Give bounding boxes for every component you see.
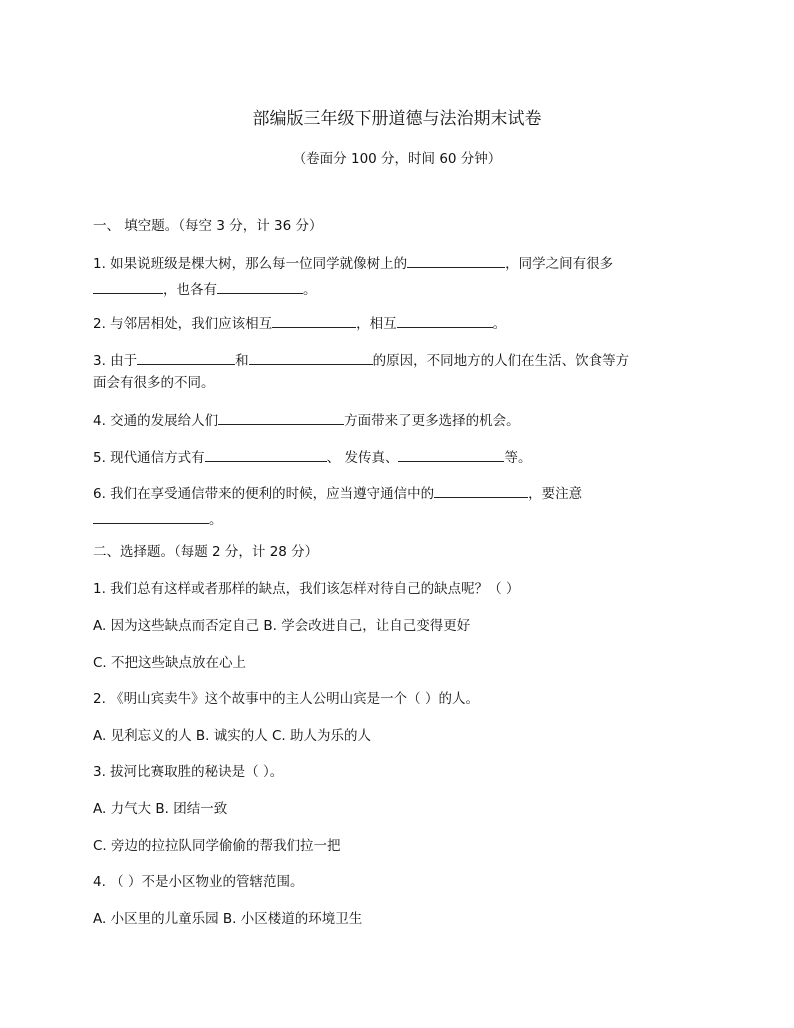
question-text: 的原因，不同地方的人们在生活、饮食等方 <box>372 353 630 369</box>
question-text: ，同学之间有很多 <box>505 256 614 272</box>
answer-blank[interactable] <box>434 482 528 498</box>
exam-subtitle: （卷面分 100 分，时间 60 分钟） <box>292 151 502 167</box>
question-2-3-stem: 3. 拔河比赛取胜的秘诀是（ ）。 <box>93 764 284 780</box>
question-1-3-line1 <box>93 349 629 371</box>
answer-blank[interactable] <box>218 409 344 425</box>
answer-blank[interactable] <box>249 349 373 365</box>
question-text: ，要注意 <box>528 486 583 502</box>
question-text: ，相互 <box>356 316 397 332</box>
answer-blank[interactable] <box>93 508 209 524</box>
question-2-3-options-ab[interactable]: A. 力气大 B. 团结一致 <box>93 801 228 817</box>
question-1-1-line1 <box>93 252 613 274</box>
question-text: 方面带来了更多选择的机会。 <box>344 413 520 429</box>
question-1-2 <box>93 312 506 334</box>
question-text: 4. 交通的发展给人们 <box>93 413 219 429</box>
question-2-2-stem: 2. 《明山宾卖牛》这个故事中的主人公明山宾是一个（ ）的人。 <box>93 691 479 707</box>
question-2-4-options[interactable]: A. 小区里的儿童乐园 B. 小区楼道的环境卫生 <box>93 911 363 927</box>
answer-blank[interactable] <box>407 252 505 268</box>
question-text: 1. 如果说班级是棵大树，那么每一位同学就像树上的 <box>93 256 408 272</box>
question-1-4 <box>93 409 520 431</box>
answer-blank[interactable] <box>398 446 504 462</box>
question-text: 和 <box>235 353 249 369</box>
question-2-1-option-c[interactable]: C. 不把这些缺点放在心上 <box>93 655 247 671</box>
answer-blank[interactable] <box>397 312 493 328</box>
question-text: 6. 我们在享受通信带来的便利的时候，应当遵守通信中的 <box>93 486 435 502</box>
question-2-2-options[interactable]: A. 见利忘义的人 B. 诚实的人 C. 助人为乐的人 <box>93 728 372 744</box>
section-heading-fill-in: 一、 填空题。（每空 3 分，计 36 分） <box>93 218 323 234</box>
answer-blank[interactable] <box>93 278 163 294</box>
question-text: 5. 现代通信方式有 <box>93 450 205 466</box>
question-1-5 <box>93 446 531 468</box>
question-text: 2. 与邻居相处，我们应该相互 <box>93 316 273 332</box>
question-1-6-line2 <box>93 508 223 530</box>
question-2-3-option-c[interactable]: C. 旁边的拉拉队同学偷偷的帮我们拉一把 <box>93 838 341 854</box>
exam-title: 部编版三年级下册道德与法治期末试卷 <box>252 109 542 129</box>
question-text: 3. 由于 <box>93 353 138 369</box>
question-text: 、 发传真、 <box>326 450 399 466</box>
answer-blank[interactable] <box>272 312 356 328</box>
question-text: 。 <box>209 512 223 528</box>
question-1-1-line2 <box>93 278 317 300</box>
question-1-6-line1 <box>93 482 582 504</box>
question-text: 。 <box>303 282 317 298</box>
question-2-4-stem: 4. （ ）不是小区物业的管辖范围。 <box>93 874 304 890</box>
question-text: 。 <box>492 316 507 332</box>
question-2-1-options-ab[interactable]: A. 因为这些缺点而否定自己 B. 学会改进自己，让自己变得更好 <box>93 618 471 634</box>
question-text: ，也各有 <box>163 282 217 298</box>
section-heading-choice: 二、选择题。（每题 2 分，计 28 分） <box>93 544 319 560</box>
answer-blank[interactable] <box>205 446 327 462</box>
question-2-1-stem: 1. 我们总有这样或者那样的缺点，我们该怎样对待自己的缺点呢？（ ） <box>93 581 520 597</box>
question-text: 等。 <box>504 450 532 466</box>
question-1-3-line2: 面会有很多的不同。 <box>93 375 215 391</box>
answer-blank[interactable] <box>137 349 235 365</box>
answer-blank[interactable] <box>217 278 303 294</box>
